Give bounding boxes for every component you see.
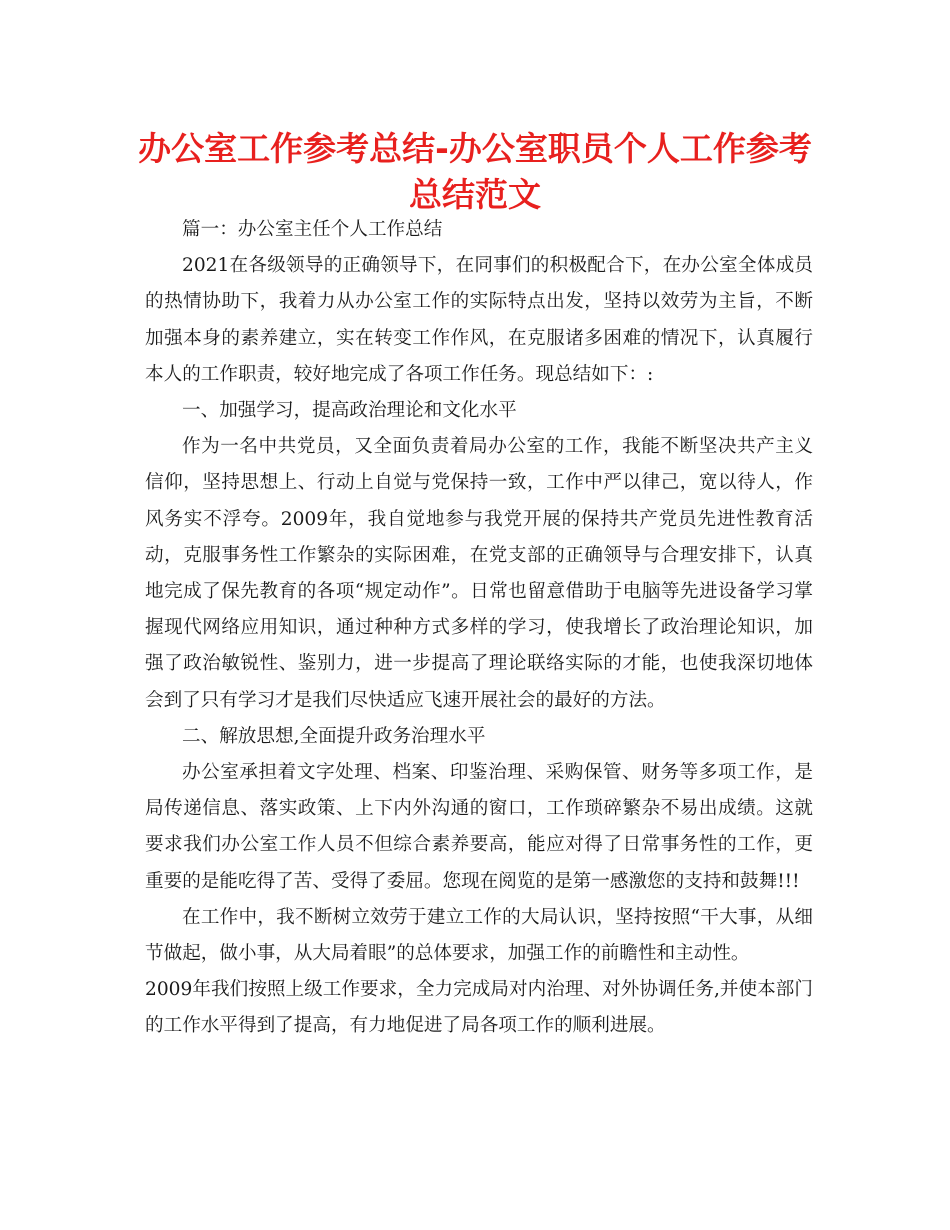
document-body — [145, 212, 813, 1045]
document-title: 办公室工作参考总结-办公室职员个人工作参考总结范文 — [138, 129, 812, 214]
intro-paragraph: 2021在各级领导的正确领导下，在同事们的积极配合下，在办公室全体成员的热情协助下，我着力从办公室工作的实际特点出发，坚持以效劳为主旨，不断加强本身的素养建立，实在转变工作作风，在克服诸多困难的情况下，认真履行本人的工作职责，较好地完成了各项工作任务。现总结如下：: — [145, 255, 813, 385]
section-heading-part-one: 篇一：办公室主任个人工作总结 — [182, 219, 443, 240]
section-heading-management: 二、解放思想,全面提升政务治理水平 — [182, 725, 486, 747]
work-attitude-paragraph: 在工作中，我不断树立效劳于建立工作的大局认识，坚持按照“干大事，从细节做起，做小事，从大局着眼”的总体要求，加强工作的前瞻性和主动性。 — [145, 906, 813, 965]
results-paragraph: 2009年我们按照上级工作要求，全力完成局对内治理、对外协调任务,并使本部门的工作水平得到了提高，有力地促进了局各项工作的顺利进展。 — [145, 979, 813, 1037]
section-heading-study: 一、加强学习，提高政治理论和文化水平 — [182, 400, 517, 422]
office-duties-paragraph: 办公室承担着文字处理、档案、印鉴治理、采购保管、财务等多项工作，是局传递信息、落实政策、上下内外沟通的窗口，工作琐碎繁杂不易出成绩。这就要求我们办公室工作人员不但综合素养要高，能应对得了日常事务性的工作，更重要的是能吃得了苦、受得了委屈。您现在阅览的是第一感激您的支持和鼓舞!!! — [145, 762, 813, 892]
study-paragraph: 作为一名中共党员，又全面负责着局办公室的工作，我能不断坚决共产主义信仰，坚持思想上、行动上自觉与党保持一致，工作中严以律己，宽以待人，作风务实不浮夸。2009年，我自觉地参与我党开展的保持共产党员先进性教育活动，克服事务性工作繁杂的实际困难，在党支部的正确领导与合理安排下，认真地完成了保先教育的各项“规定动作”。日常也留意借助于电脑等先进设备学习掌握现代网络应用知识，通过种种方式多样的学习，使我增长了政治理论知识，加强了政治敏锐性、鉴别力，进一步提高了理论联络实际的才能，也使我深切地体会到了只有学习才是我们尽快适应飞速开展社会的最好的方法。 — [145, 436, 813, 711]
